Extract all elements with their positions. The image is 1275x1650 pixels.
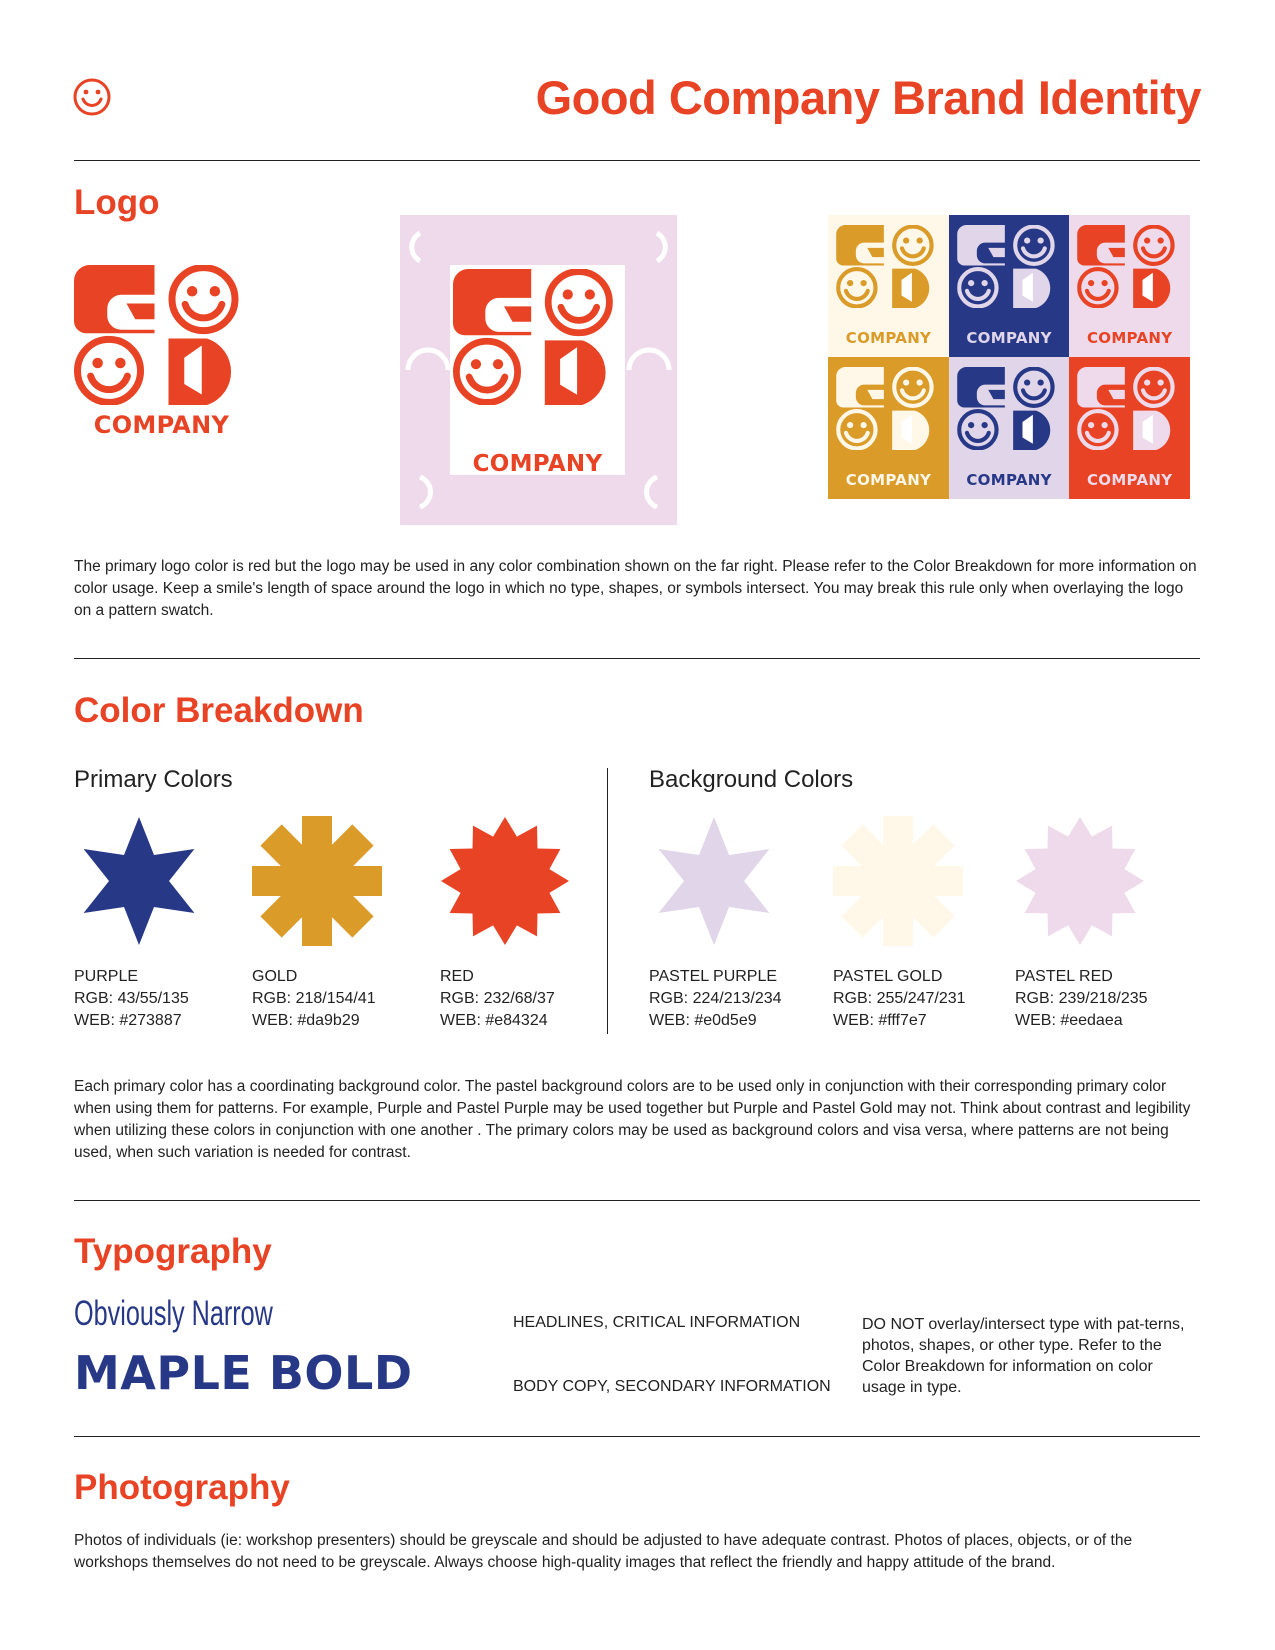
logo-variant-tile: [828, 215, 949, 357]
logo-wordmark: COMPANY: [966, 329, 1052, 347]
logo-mark-icon: [836, 367, 940, 450]
logo-variant-tile: [1069, 215, 1190, 357]
page-title: Good Company Brand Identity: [535, 71, 1201, 124]
logo-wordmark: COMPANY: [472, 451, 603, 477]
logo-color-variants: [828, 215, 1190, 499]
color-web: WEB: #e84324: [440, 1012, 548, 1029]
logo-mark-icon: [74, 265, 249, 405]
photography-description: Photos of individuals (ie: workshop presenters) should be greyscale and should be adjusted to have adequate contrast. Photos of places, objects, or of the workshops themselves do not need to be greyscale. Always choose high-quality images that reflect the friendly and happy attitude of the brand.: [74, 1532, 1133, 1571]
font-sample-narrow: Obviously Narrow: [74, 1294, 273, 1333]
logo-variant-tile: [949, 215, 1070, 357]
color-web: WEB: #e0d5e9: [649, 1012, 757, 1029]
photography-heading: Photography: [74, 1468, 290, 1507]
color-breakdown-heading: Color Breakdown: [74, 691, 364, 730]
color-name: PASTEL RED: [1015, 968, 1113, 985]
font-sample-bold: MAPLE BOLD: [74, 1346, 413, 1400]
color-swatch-label: [252, 966, 376, 1032]
divider: [74, 160, 1200, 161]
typography-heading: Typography: [74, 1232, 272, 1271]
color-rgb: RGB: 239/218/235: [1015, 990, 1148, 1007]
color-name: RED: [440, 968, 474, 985]
color-description: Each primary color has a coordinating background color. The pastel background colors are to be used only in conjunction with their corresponding primary color when using them for patterns. For example, Purple and Pastel Purple may be used together but Purple and Pastel Gold may not. Think about contrast and legibility when utilizing these colors in conjunction with one another . The primary colors may be used as background colors and visa versa, where patterns are not being used, when such variation is needed for contrast.: [74, 1078, 1191, 1161]
narrow-usage-label: HEADLINES, CRITICAL INFORMATION: [513, 1314, 801, 1331]
bold-usage-label: BODY COPY, SECONDARY INFORMATION: [513, 1378, 831, 1395]
primary-logo: [74, 265, 249, 439]
burst-icon: [440, 816, 570, 951]
logo-variant-tile: [949, 357, 1070, 499]
divider: [74, 1200, 1200, 1201]
color-name: GOLD: [252, 968, 298, 985]
asterisk-icon: [833, 816, 963, 951]
color-swatch-label: [74, 966, 189, 1032]
color-swatch-label: [1015, 966, 1148, 1032]
color-web: WEB: #273887: [74, 1012, 182, 1029]
color-rgb: RGB: 255/247/231: [833, 990, 966, 1007]
asterisk-icon: [252, 816, 382, 951]
color-web: WEB: #fff7e7: [833, 1012, 927, 1029]
color-swatch-label: [649, 966, 782, 1032]
logo-variant-tile: [1069, 357, 1190, 499]
column-divider: [607, 768, 608, 1034]
logo-wordmark: COMPANY: [845, 471, 932, 489]
logo-mark-icon: [1077, 225, 1181, 308]
color-web: WEB: #da9b29: [252, 1012, 360, 1029]
typography-note: DO NOT overlay/intersect type with pat-terns, photos, shapes, or other type. Refer to the Color Breakdown for information on color usage in type.: [862, 1316, 1185, 1396]
logo-wordmark: COMPANY: [845, 329, 932, 347]
color-web: WEB: #eedaea: [1015, 1012, 1123, 1029]
logo-description: The primary logo color is red but the logo may be used in any color combination shown on the far right. Please refer to the Color Breakdown for more information on color usage. Keep a smile's length of space around the logo in which no type, shapes, or symbols intersect. You may break this rule only when overlaying the logo on a pattern swatch.: [74, 558, 1197, 619]
logo-variant-tile: [828, 357, 949, 499]
color-rgb: RGB: 232/68/37: [440, 990, 555, 1007]
logo-wordmark: COMPANY: [93, 411, 230, 439]
header-smiley-icon: [72, 77, 112, 117]
logo-mark-icon: [957, 225, 1061, 308]
logo-mark-icon: [957, 367, 1061, 450]
color-name: PURPLE: [74, 968, 139, 985]
color-name: PASTEL PURPLE: [649, 968, 778, 985]
six-point-star-icon: [649, 816, 779, 951]
color-swatch-label: [833, 966, 966, 1032]
divider: [74, 658, 1200, 659]
logo-wordmark: COMPANY: [1086, 329, 1173, 347]
color-rgb: RGB: 218/154/41: [252, 990, 376, 1007]
color-rgb: RGB: 224/213/234: [649, 990, 782, 1007]
logo-wordmark: COMPANY: [1086, 471, 1173, 489]
logo-mark-icon: [836, 225, 940, 308]
six-point-star-icon: [74, 816, 204, 951]
burst-icon: [1015, 816, 1145, 951]
color-swatch-label: [440, 966, 555, 1032]
background-colors-heading: Background Colors: [649, 766, 854, 793]
logo-heading: Logo: [74, 183, 160, 222]
divider: [74, 1436, 1200, 1437]
logo-wordmark: COMPANY: [966, 471, 1052, 489]
color-rgb: RGB: 43/55/135: [74, 990, 189, 1007]
logo-mark-icon: [453, 269, 623, 405]
logo-mark-icon: [1077, 367, 1181, 450]
color-name: PASTEL GOLD: [833, 968, 943, 985]
primary-colors-heading: Primary Colors: [74, 766, 233, 793]
logo-on-pattern: [400, 215, 677, 525]
